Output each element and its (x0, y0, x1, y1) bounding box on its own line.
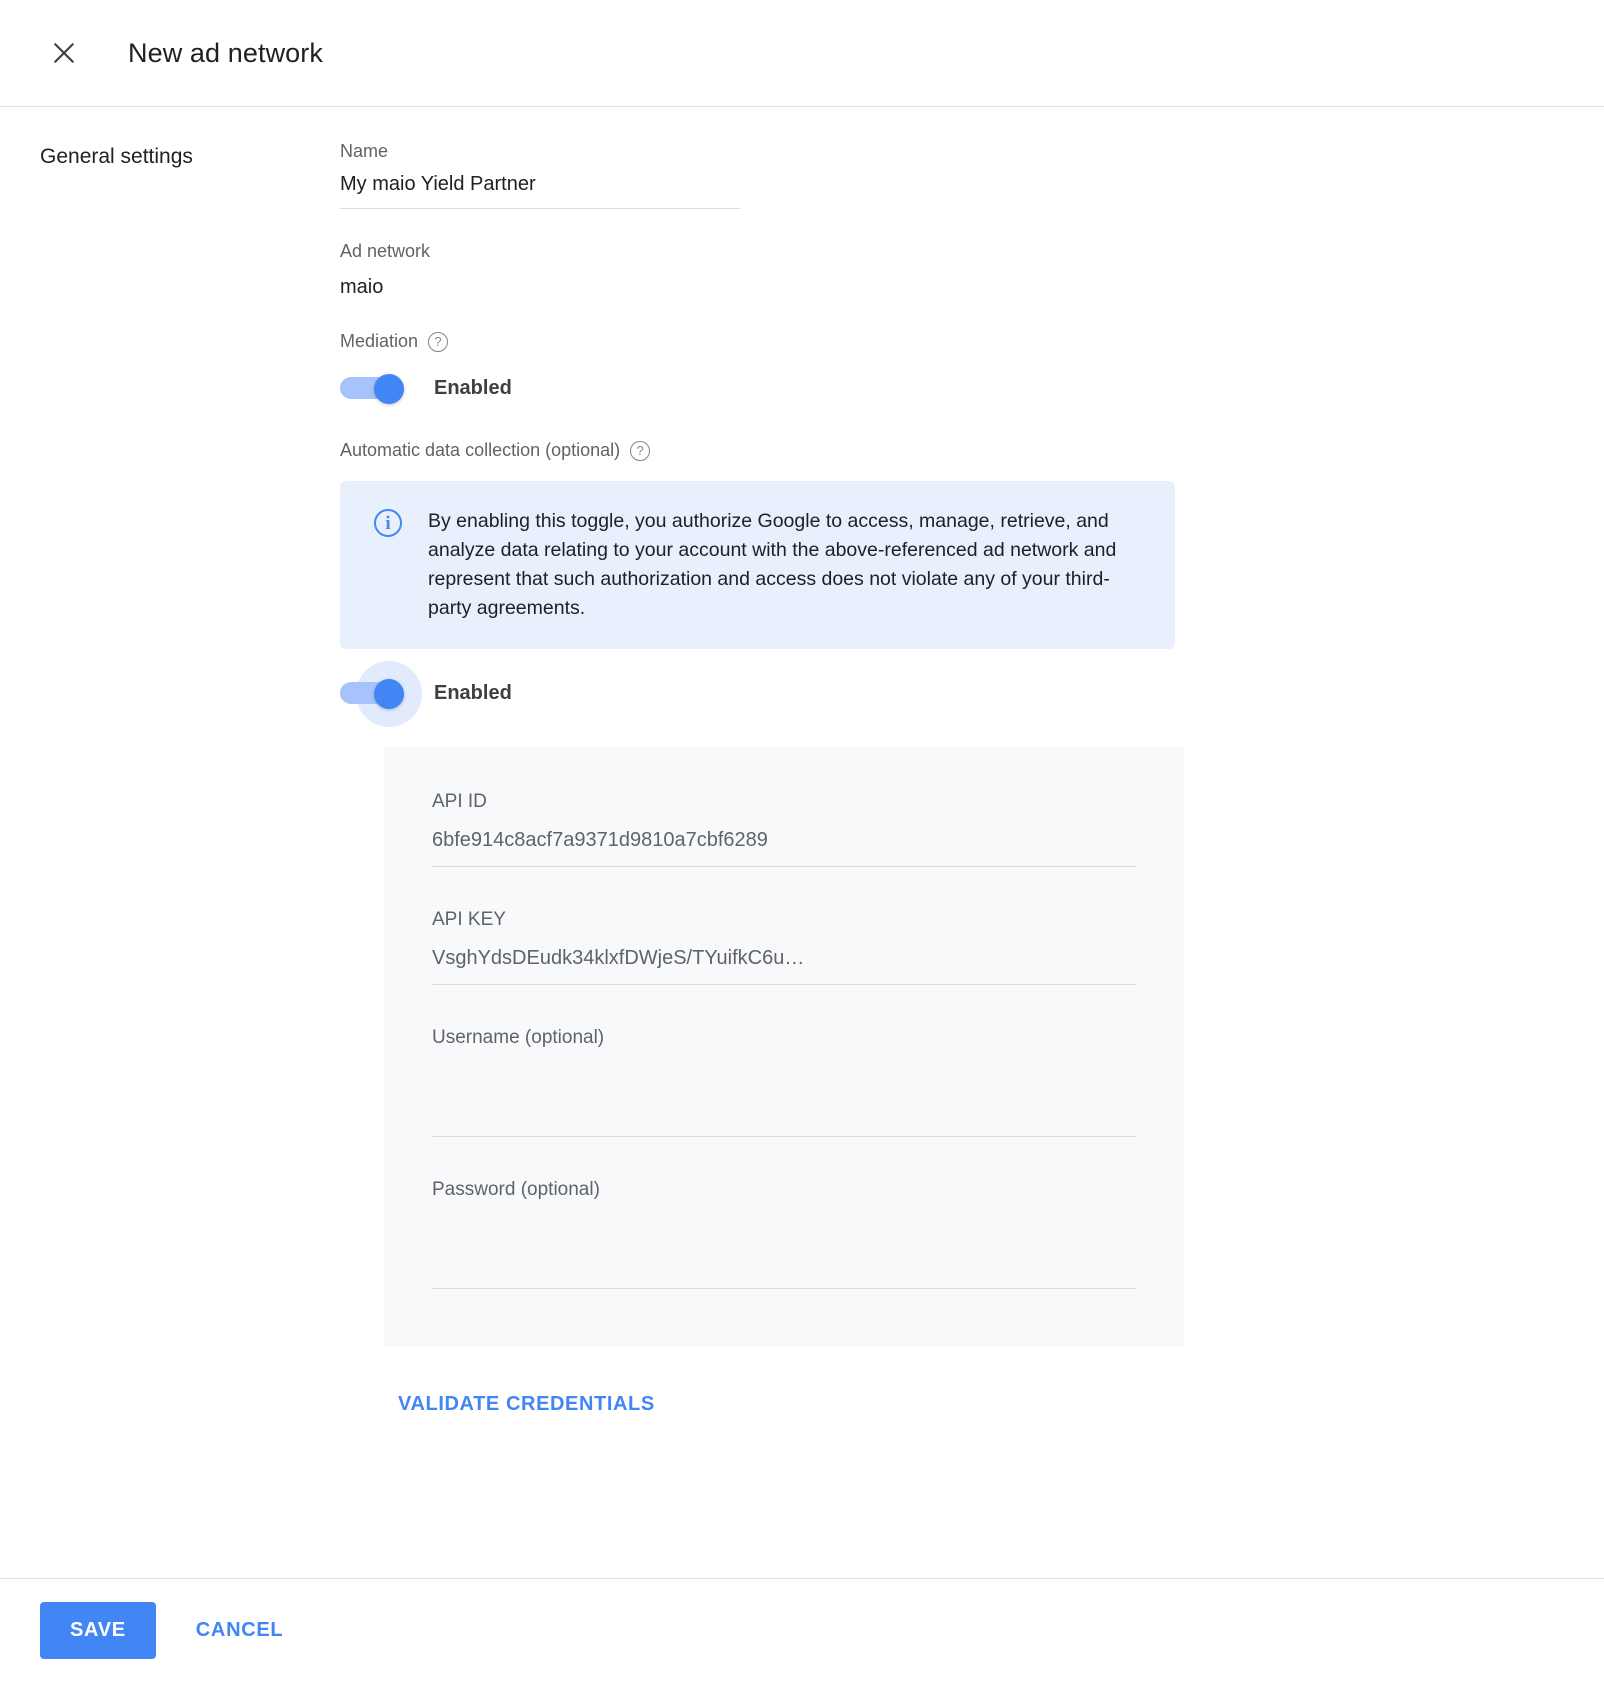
name-input[interactable] (340, 173, 740, 209)
authorization-info-text: By enabling this toggle, you authorize Google to access, manage, retrieve, and analyze data relating to your account with the above-referenced ad network and represent that such authorization and access does not violate any of your third-party agreements. (428, 510, 1117, 619)
api-id-label: API ID (432, 791, 487, 812)
mediation-field-group (340, 331, 1564, 402)
save-button[interactable]: SAVE (40, 1602, 156, 1659)
username-field-group (432, 1025, 1136, 1137)
auto-data-collection-toggle-row (340, 679, 1564, 707)
api-key-label: API KEY (432, 909, 506, 930)
toggle-knob (374, 679, 404, 709)
general-settings-section (0, 107, 1604, 1426)
validate-credentials-row (384, 1383, 1564, 1426)
api-key-input[interactable] (432, 947, 1136, 985)
api-id-input[interactable] (432, 829, 1136, 867)
api-key-field-group (432, 907, 1136, 985)
info-icon: i (374, 509, 402, 537)
mediation-toggle-row (340, 374, 1564, 402)
toggle-knob (374, 374, 404, 404)
ad-network-field-group (340, 239, 1564, 301)
close-icon-glyph (49, 38, 79, 68)
dialog-body (0, 107, 1604, 1578)
password-field-group (432, 1177, 1136, 1289)
dialog-header (0, 0, 1604, 107)
help-icon[interactable]: ? (630, 441, 650, 461)
ad-network-value: maio (340, 276, 384, 298)
auto-data-collection-toggle[interactable] (340, 679, 408, 707)
password-label: Password (optional) (432, 1179, 600, 1200)
mediation-toggle[interactable] (340, 374, 408, 402)
close-icon[interactable] (40, 29, 88, 77)
auto-data-collection-label-row (340, 440, 1564, 461)
name-label: Name (340, 141, 389, 161)
help-icon[interactable]: ? (428, 332, 448, 352)
mediation-label: Mediation (340, 331, 419, 351)
password-input[interactable] (432, 1217, 1136, 1289)
section-title: General settings (40, 145, 193, 168)
authorization-info-banner (340, 481, 1175, 649)
page-title: New ad network (128, 37, 323, 68)
credentials-panel (384, 747, 1184, 1347)
cancel-button[interactable]: CANCEL (174, 1602, 306, 1659)
auto-data-collection-toggle-label: Enabled (434, 681, 512, 704)
name-field-group (340, 139, 1564, 209)
username-input[interactable] (432, 1065, 1136, 1137)
section-content (340, 139, 1604, 1426)
api-id-field-group (432, 789, 1136, 867)
dialog-footer (0, 1578, 1604, 1682)
username-label: Username (optional) (432, 1027, 605, 1048)
mediation-label-row (340, 331, 1564, 352)
mediation-toggle-label: Enabled (434, 376, 512, 399)
auto-data-collection-label: Automatic data collection (optional) (340, 440, 621, 460)
auto-data-collection-group (340, 440, 1564, 1426)
validate-credentials-button[interactable]: VALIDATE CREDENTIALS (384, 1383, 669, 1426)
ad-network-label: Ad network (340, 241, 431, 261)
